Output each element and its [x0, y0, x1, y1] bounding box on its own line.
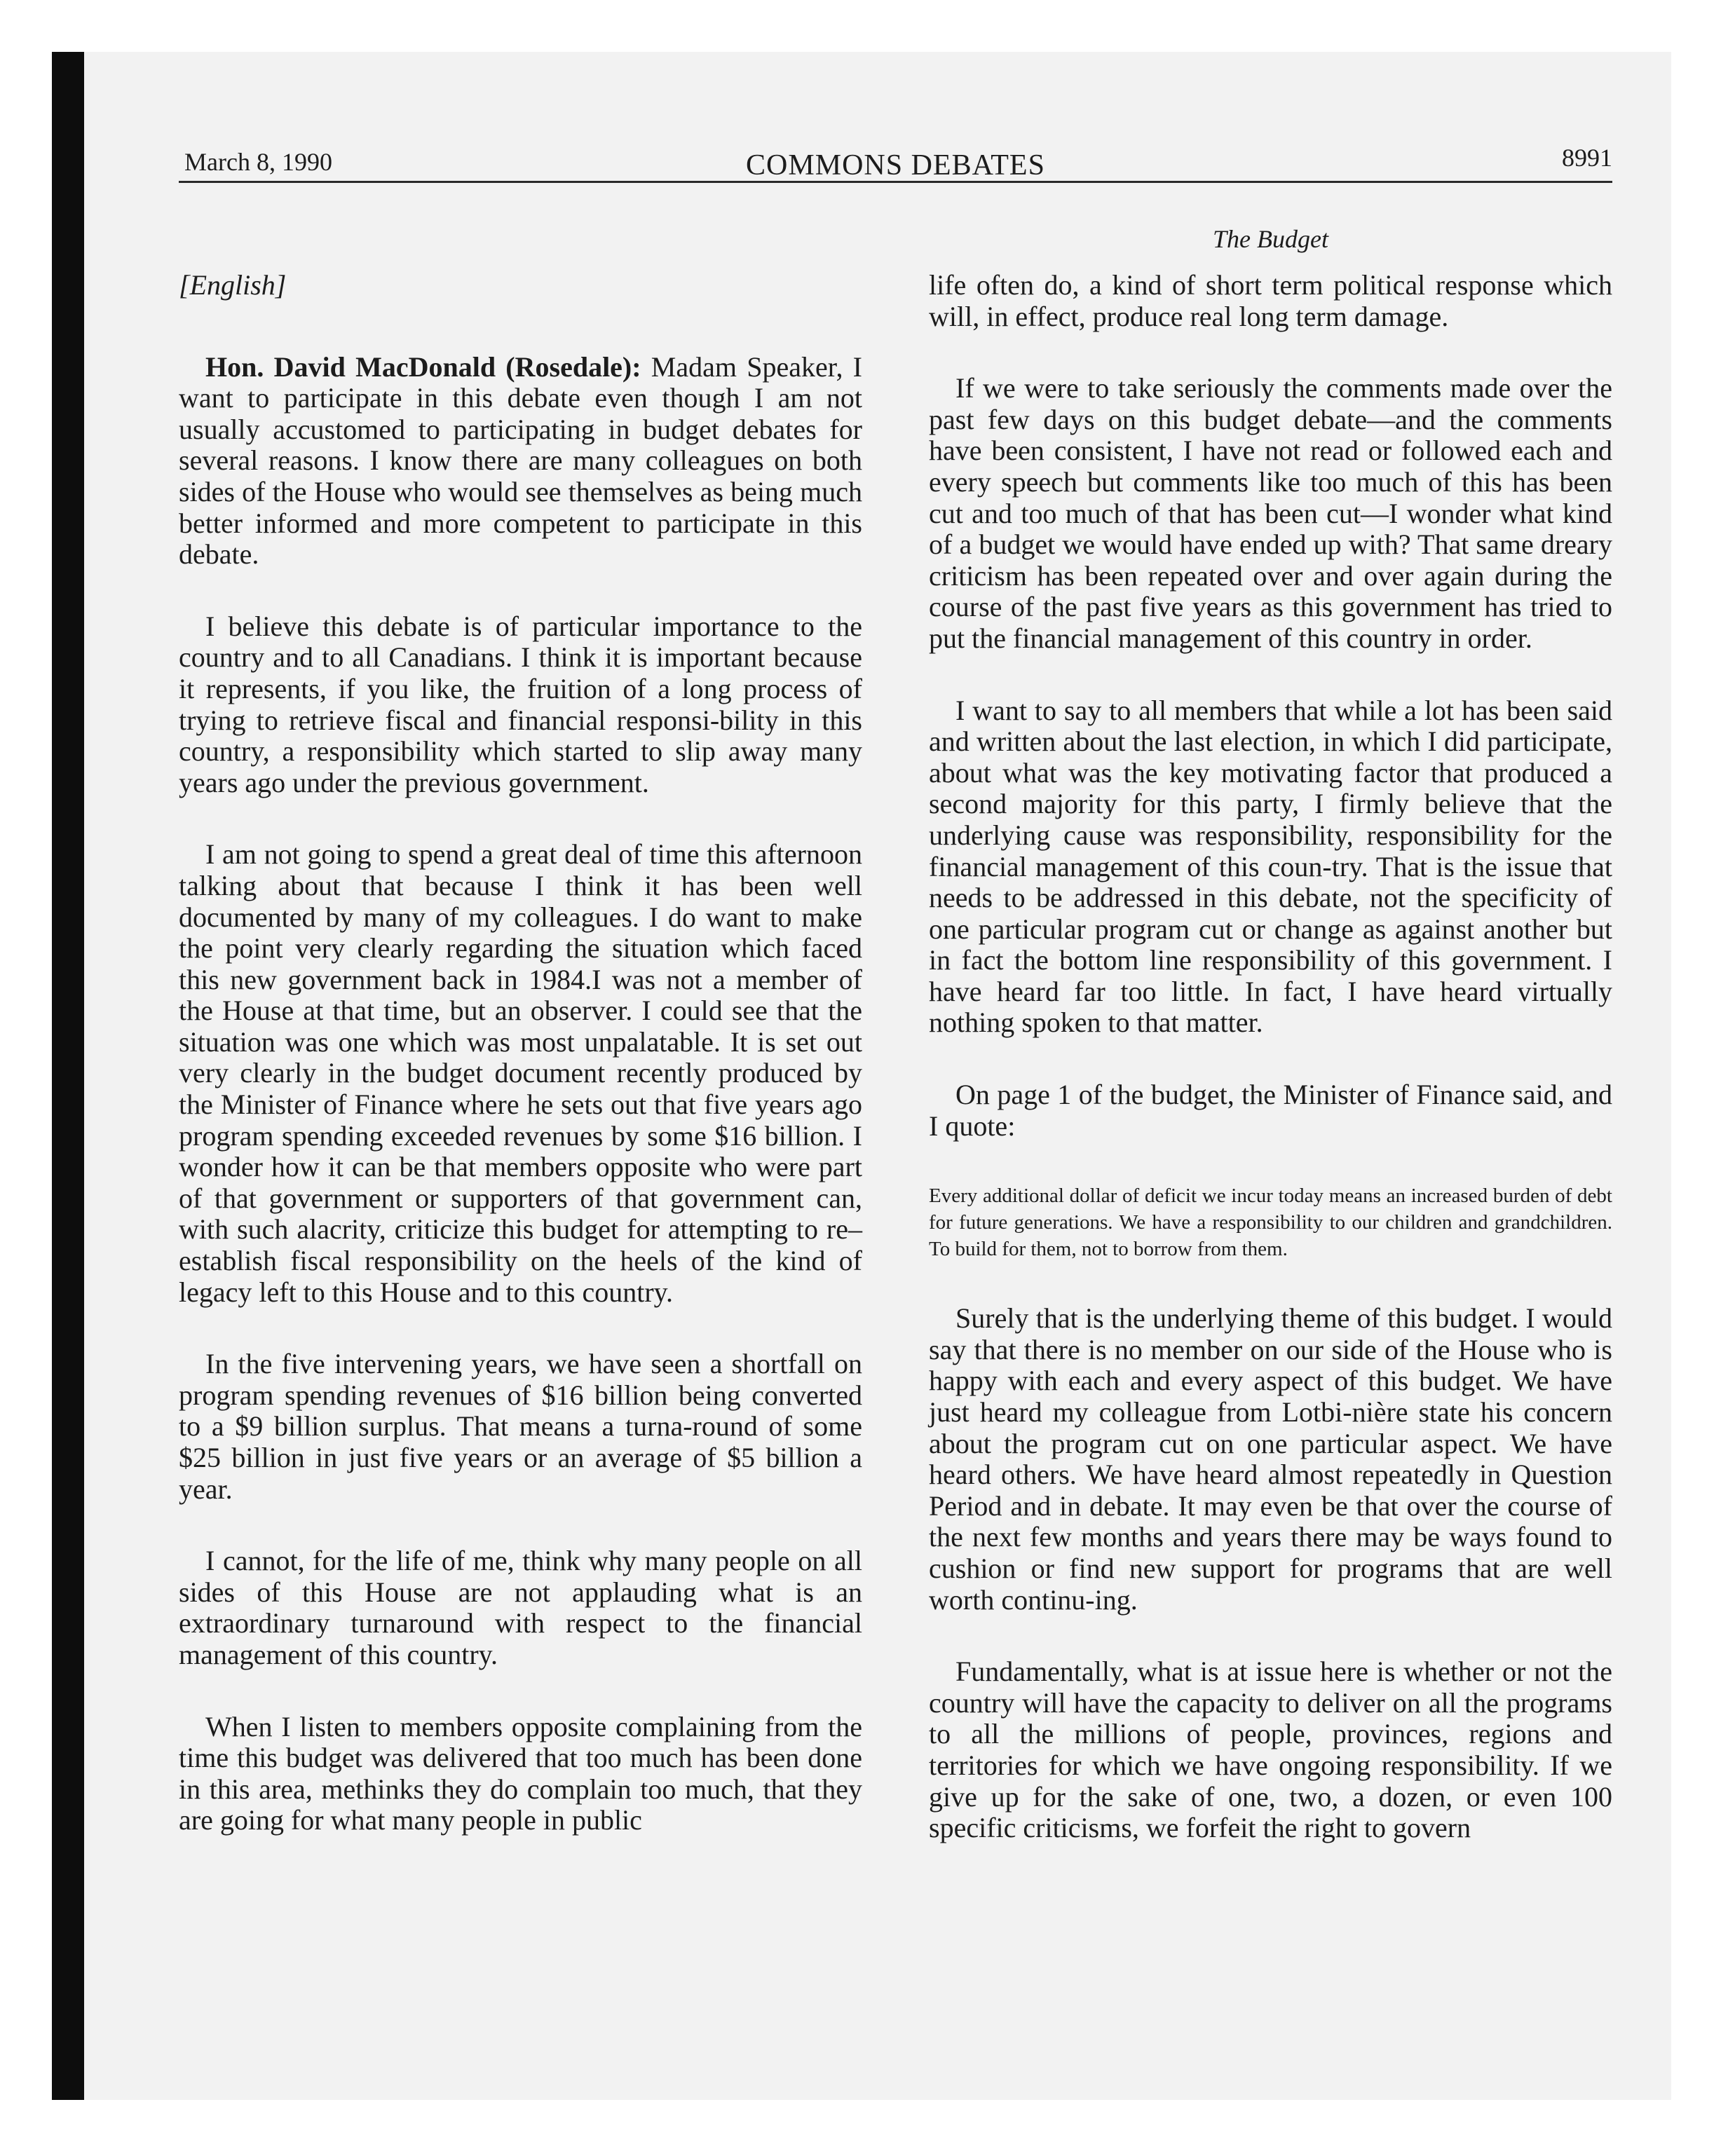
- header-page-number: 8991: [1562, 144, 1612, 172]
- paragraph-text: Madam Speaker, I want to participate in this debate even though I am not usually accustomed to participating in budget debates for several reasons. I know there are many colleagues on both sides of the House who would see themselves as being much better informed and more competent to participate in this debate.: [179, 350, 863, 571]
- language-note: [English]: [179, 269, 287, 301]
- scan-binding-edge: [52, 52, 84, 2100]
- speaker-name: Hon. David MacDonald (Rosedale):: [205, 350, 641, 383]
- paragraph: Surely that is the underlying theme of this budget. I would say that there is no member on our side of the House who is happy with each and every aspect of this budget. We have just heard my colleague from Lotbi-nière state his concern about the program cut on one particular aspect. We have heard others. We have heard almost repeatedly in Question Period and in debate. It may even be that over the course of the next few months and years there may be ways found to cushion or find new support for programs that are well worth continu-ing.: [929, 1302, 1612, 1616]
- paragraph: When I listen to members opposite complaining from the time this budget was delivered that too much has been done in this area, methinks they do complain too much, that they are going for what many people in public: [179, 1710, 862, 1836]
- paragraph: [179, 352, 862, 571]
- paragraph: I cannot, for the life of me, think why many people on all sides of this House are not applauding what is an extraordinary turnaround with respect to the financial management of this country.: [179, 1545, 862, 1670]
- running-header: [179, 133, 1612, 183]
- paragraph: On page 1 of the budget, the Minister of Finance said, and I quote:: [929, 1079, 1612, 1142]
- right-column: [929, 270, 1612, 1885]
- header-date: March 8, 1990: [184, 148, 332, 176]
- section-title: The Budget: [1213, 225, 1328, 253]
- paragraph: I want to say to all members that while a lot has been said and written about the last election, in which I did participate, about what was the key motivating factor that produced a second majority for this party, I firmly believe that the underlying cause was responsibility, responsibility for the financial management of this coun-try. That is the issue that needs to be addressed in this debate, not the specificity of one particular program cut or change as against another but in fact the bottom line responsibility of this government. I have heard far too little. In fact, I have heard virtually nothing spoken to that matter.: [929, 694, 1612, 1039]
- paragraph: I am not going to spend a great deal of time this afternoon talking about that because I think it has been well documented by many of my colleagues. I do want to make the point very clearly regarding the situation which faced this new government back in 1984.I was not a member of the House at that time, but an observer. I could see that the situation was one which was most unpalatable. It is set out very clearly in the budget document recently produced by the Minister of Finance where he sets out that five years ago program spending exceeded revenues by some $16 billion. I wonder how it can be that members opposite who were part of that government or supporters of that government can, with such alacrity, criticize this budget for attempting to re–establish fiscal responsibility on the heels of the kind of legacy left to this House and to this country.: [179, 838, 862, 1308]
- paragraph: I believe this debate is of particular importance to the country and to all Canadians. I think it is important because it represents, if you like, the fruition of a long process of trying to retrieve fiscal and financial responsi-bility in this country, a responsibility which started to slip away many years ago under the previous government.: [179, 610, 862, 798]
- document-page: [179, 133, 1612, 2082]
- paragraph: Fundamentally, what is at issue here is whether or not the country will have the capacity to deliver on all the programs to all the millions of people, provinces, regions and territories for which we have ongoing responsibility. If we give up for the sake of one, two, a dozen, or even 100 specific criticisms, we forfeit the right to govern: [929, 1656, 1612, 1844]
- paragraph: In the five intervening years, we have seen a shortfall on program spending revenues of $16 billion being converted to a $9 billion surplus. That means a turna-round of some $25 billion in just five years or an average of $5 billion a year.: [179, 1348, 862, 1505]
- paragraph-continued: life often do, a kind of short term political response which will, in effect, produce real long term damage.: [929, 269, 1612, 332]
- paragraph: If we were to take seriously the comments made over the past few days on this budget debate—and the comments have been consistent, I have not read or followed each and every speech but comments like too much of this has been cut and too much of that has been cut—I wonder what kind of a budget we would have ended up with? That same dreary criticism has been repeated over and over again during the course of the past five years as this government has tried to put the financial management of this country in order.: [929, 372, 1612, 654]
- header-title: COMMONS DEBATES: [746, 149, 1045, 182]
- left-column: [179, 270, 862, 1877]
- block-quote: Every additional dollar of deficit we incur today means an increased burden of debt for future generations. We have a responsibility to our children and grandchildren. To build for them, not to borrow from them.: [929, 1185, 1612, 1261]
